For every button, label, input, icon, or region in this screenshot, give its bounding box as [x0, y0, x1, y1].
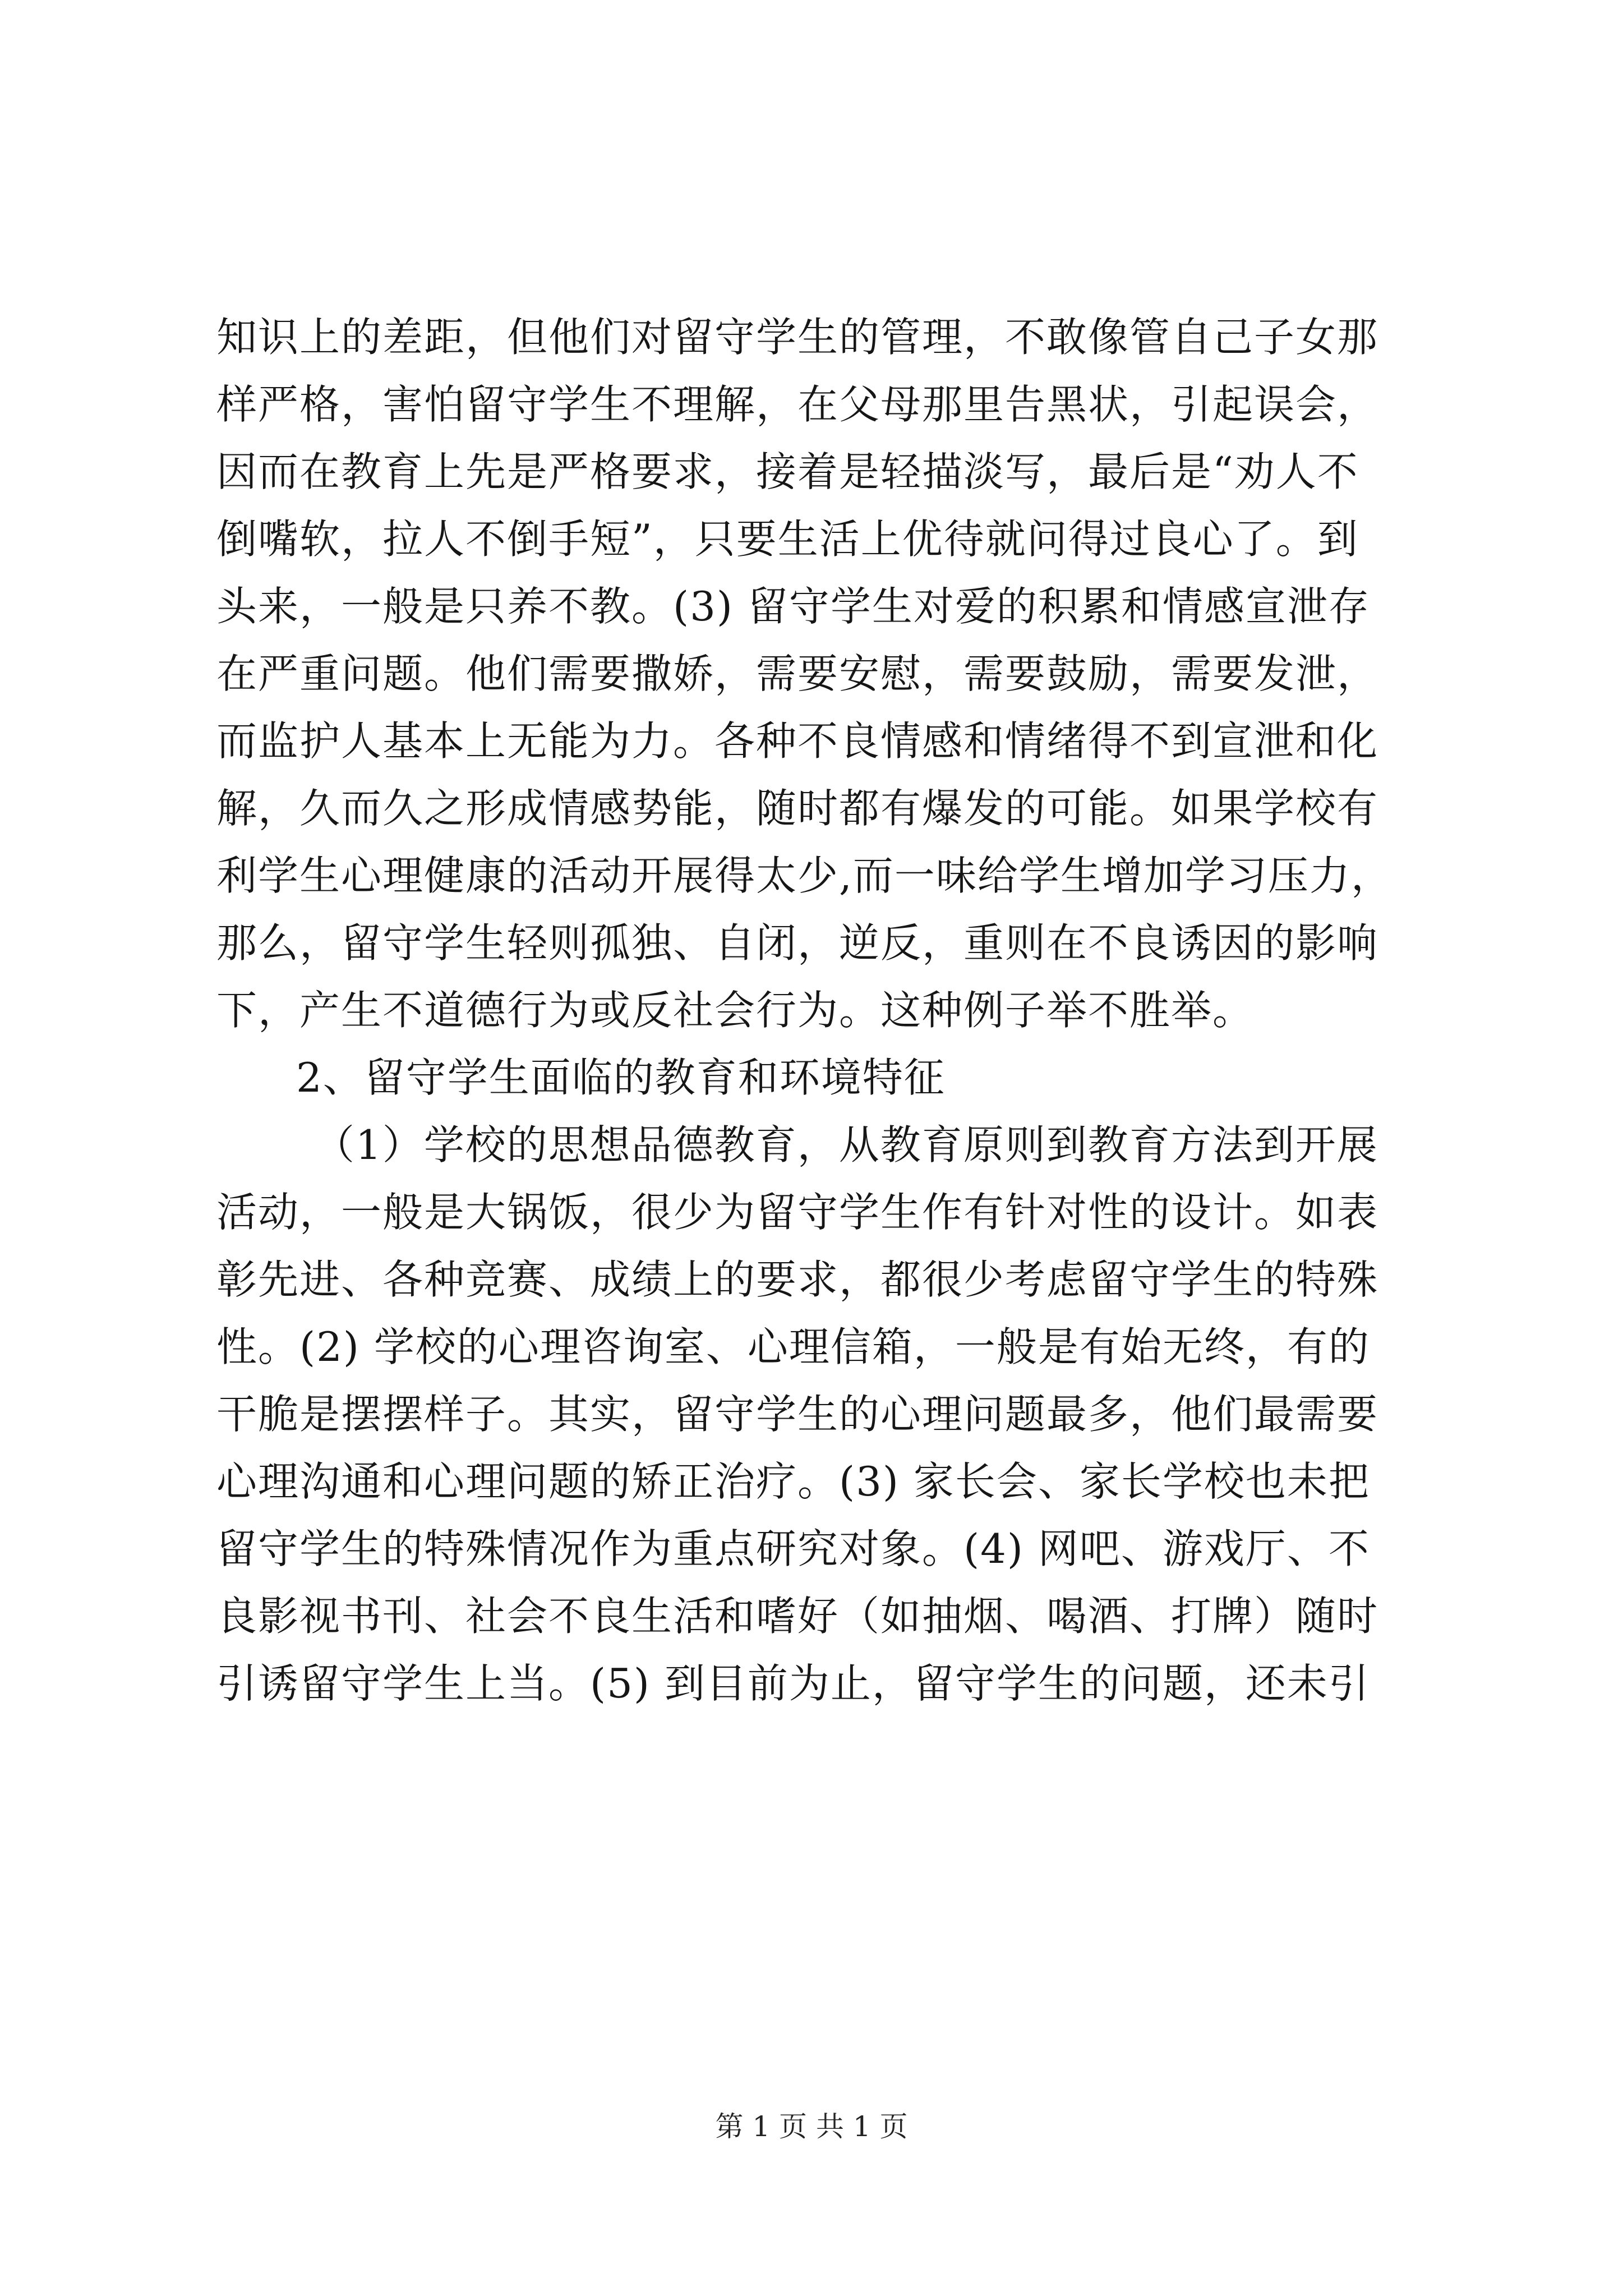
- text-line: 因而在教育上先是严格要求，接着是轻描淡写，最后是“劝人不: [216, 448, 1359, 495]
- text-line: （1）学校的思想品德教育，从教育原则到教育方法到开展: [314, 1121, 1378, 1168]
- text-line: 活动，一般是大锅饭，很少为留守学生作有针对性的设计。如表: [216, 1189, 1379, 1236]
- text-line: 留守学生的特殊情况作为重点研究对象。(4) 网吧、游戏厅、不: [216, 1525, 1370, 1572]
- text-line: 而监护人基本上无能为力。各种不良情感和情绪得不到宣泄和化: [216, 717, 1379, 765]
- text-line: 倒嘴软，拉人不倒手短”，只要生活上优待就问得过良心了。到: [216, 516, 1359, 563]
- text-line: 样严格，害怕留守学生不理解，在父母那里告黑状，引起误会，: [216, 381, 1379, 428]
- text-line: 头来，一般是只养不教。(3) 留守学生对爱的积累和情感宣泄存: [216, 583, 1370, 630]
- text-line: 引诱留守学生上当。(5) 到目前为止，留守学生的问题，还未引: [216, 1660, 1370, 1707]
- text-line: 在严重问题。他们需要撒娇，需要安慰，需要鼓励，需要发泄，: [216, 650, 1379, 697]
- section-heading: 2、留守学生面临的教育和环境特征: [296, 1054, 946, 1101]
- text-line: 干脆是摆摆样子。其实，留守学生的心理问题最多，他们最需要: [216, 1391, 1379, 1438]
- page-number: 第 1 页 共 1 页: [715, 2110, 908, 2143]
- text-line: 利学生心理健康的活动开展得太少,而一味给学生增加学习压力，: [216, 852, 1393, 899]
- text-line: 心理沟通和心理问题的矫正治疗。(3) 家长会、家长学校也未把: [216, 1458, 1370, 1505]
- text-line: 彰先进、各种竞赛、成绩上的要求，都很少考虑留守学生的特殊: [216, 1256, 1379, 1303]
- text-line: 知识上的差距，但他们对留守学生的管理，不敢像管自己子女那: [216, 314, 1379, 361]
- text-line: 性。(2) 学校的心理咨询室、心理信箱，一般是有始无终，有的: [216, 1323, 1370, 1370]
- text-line: 那么，留守学生轻则孤独、自闭，逆反，重则在不良诱因的影响: [216, 919, 1379, 967]
- text-line: 良影视书刊、社会不良生活和嗜好（如抽烟、喝酒、打牌）随时: [216, 1593, 1379, 1640]
- text-line: 解，久而久之形成情感势能，随时都有爆发的可能。如果学校有: [216, 785, 1379, 832]
- text-line: 下，产生不道德行为或反社会行为。这种例子举不胜举。: [216, 987, 1255, 1034]
